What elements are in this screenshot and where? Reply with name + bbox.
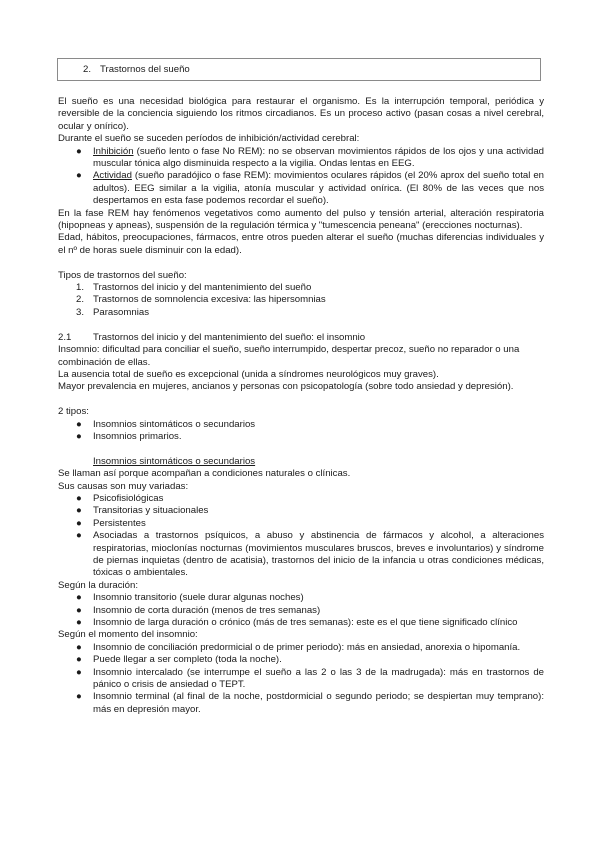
two-types-label: 2 tipos: <box>58 406 89 418</box>
bullet-icon: ● <box>76 145 82 157</box>
item-text: Insomnio de conciliación predormicial o de primer periodo): más en ansiedad, anorexia o hipomanía. <box>93 641 521 653</box>
bullet-term: Inhibición <box>93 145 134 157</box>
list-item <box>58 518 544 530</box>
item-text: Parasomnias <box>93 306 149 318</box>
types-label: Tipos de trastornos del sueño: <box>58 269 187 281</box>
item-text: Insomnio de corta duración (menos de tres semanas) <box>93 604 321 616</box>
moment-label: Según el momento del insomnio: <box>58 629 198 641</box>
item-text: Puede llegar a ser completo (toda la noche). <box>93 654 282 666</box>
item-text: Psicofisiológicas <box>93 492 164 504</box>
item-number: 1. <box>76 282 85 294</box>
bullet-icon: ● <box>76 505 82 517</box>
bullet-icon: ● <box>76 666 82 678</box>
bullet-icon: ● <box>76 592 82 604</box>
list-item <box>58 419 544 431</box>
item-text: Insomnios primarios. <box>93 430 182 442</box>
list-item <box>58 654 544 666</box>
document-body <box>58 96 544 716</box>
item-text: Insomnio terminal (al final de la noche, postdormicial o segundo periodo; se despiertan muy temprano): más en depresión mayor. <box>93 691 544 715</box>
bullet-icon: ● <box>76 170 82 182</box>
item-text: Insomnio transitorio (suele durar algunas noches) <box>93 592 304 604</box>
list-item <box>58 170 544 207</box>
subsection-title: Trastornos del inicio y del mantenimiento del sueño: el insomnio <box>93 331 366 343</box>
item-number: 3. <box>76 306 85 318</box>
list-item <box>58 294 544 306</box>
bullet-text: (sueño paradójico o fase REM): movimientos oculares rápidos (el 20% aprox del sueño total en adultos). EEG similar a la vigilia, atonía muscular y actividad onírica. (El 80% de las veces que nos despertamos en esta fase podemos recordar el sueño). <box>93 170 544 207</box>
bullet-icon: ● <box>76 617 82 628</box>
section-paragraph: Insomnio: dificultad para conciliar el sueño, sueño interrumpido, despertar precoz, sueño no reparador o una combinación de ellas. <box>58 344 520 368</box>
section-paragraph: Mayor prevalencia en mujeres, ancianos y personas con psicopatología (sobre todo ansiedad y depresión). <box>58 381 514 393</box>
intro-paragraph: Edad, hábitos, preocupaciones, fármacos, entre otros pueden alterar el sueño (muchas diferencias individuales y el nº de horas suele disminuir con la edad). <box>58 232 544 256</box>
list-item <box>58 493 544 505</box>
bullet-icon: ● <box>76 418 82 430</box>
list-item <box>58 617 544 629</box>
item-text: Transitorias y situacionales <box>93 505 209 517</box>
section-title: Trastornos del sueño <box>100 64 190 75</box>
bullet-icon: ● <box>76 492 82 504</box>
section-paragraph: La ausencia total de sueño es excepcional (unida a síndromes neurológicos muy graves). <box>58 368 439 380</box>
bullet-icon: ● <box>76 530 82 542</box>
bullet-icon: ● <box>76 641 82 653</box>
list-item <box>58 505 544 517</box>
bullet-icon: ● <box>76 654 82 666</box>
list-item <box>58 530 544 580</box>
item-text: Insomnio intercalado (se interrumpe el sueño a las 2 o las 3 de la madrugada): más en trastornos de pánico o crisis de ansiedad o TEPT. <box>93 666 544 691</box>
intro-paragraph: Durante el sueño se suceden períodos de inhibición/actividad cerebral: <box>58 133 360 145</box>
list-item <box>58 667 544 692</box>
item-text: Asociadas a trastornos psíquicos, a abuso y abstinencia de fármacos y alcohol, a alteraciones respiratorias, mioclonías nocturnas (movimientos musculares bruscos, breves e involuntarios) y síndrome de piernas inquietas (dentro de acatisia), trastornos del inicio de la infancia u otras condiciones médicas, tóxicas o ambientales. <box>93 530 544 579</box>
item-text: Insomnios sintomáticos o secundarios <box>93 418 256 430</box>
section-header-box <box>57 58 541 81</box>
bullet-term: Actividad <box>93 170 132 182</box>
bullet-icon: ● <box>76 517 82 529</box>
subsection-number: 2.1 <box>58 331 72 343</box>
list-item <box>58 642 544 654</box>
list-item <box>58 146 544 171</box>
bullet-icon: ● <box>76 691 82 703</box>
duration-label: Según la duración: <box>58 579 139 591</box>
item-number: 2. <box>76 294 85 306</box>
subsection-heading <box>58 332 544 344</box>
item-text: Trastornos del inicio y del mantenimiento del sueño <box>93 282 312 294</box>
item-text: Trastornos de somnolencia excesiva: las hipersomnias <box>93 294 326 306</box>
bullet-text: (sueño lento o fase No REM): no se observan movimientos rápidos de los ojos y una actividad muscular tónica algo disminuida respecto a la vigilia. Ondas lentas en EEG. <box>93 145 544 170</box>
secondary-paragraph: Sus causas son muy variadas: <box>58 480 189 492</box>
list-item <box>58 431 544 443</box>
list-item <box>58 592 544 604</box>
intro-paragraph: El sueño es una necesidad biológica para restaurar el organismo. Es la interrupción temporal, periódica y reversible de la conciencia siguiendo los ritmos circadianos. Es un proceso activo (pasan cosas a nivel cerebral, ocular y onírico). <box>58 96 544 132</box>
secondary-paragraph: Se llaman así porque acompañan a condiciones naturales o clínicas. <box>58 468 351 480</box>
item-text: Persistentes <box>93 517 146 529</box>
list-item <box>58 605 544 617</box>
subheading: Insomnios sintomáticos o secundarios <box>93 455 256 467</box>
bullet-icon: ● <box>76 430 82 442</box>
item-text: Insomnio de larga duración o crónico (más de tres semanas): este es el que tiene significado clínico <box>93 617 518 628</box>
list-item <box>58 691 544 716</box>
list-item <box>58 282 544 294</box>
bullet-icon: ● <box>76 604 82 616</box>
intro-paragraph: En la fase REM hay fenómenos vegetativos como aumento del pulso y tensión arterial, alteración respiratoria (hipopneas y apneas), suspensión de la regulación térmica y "tumescencia peneana" (erecciones nocturnas). <box>58 207 544 232</box>
section-number: 2. <box>83 64 92 75</box>
list-item <box>58 307 544 319</box>
